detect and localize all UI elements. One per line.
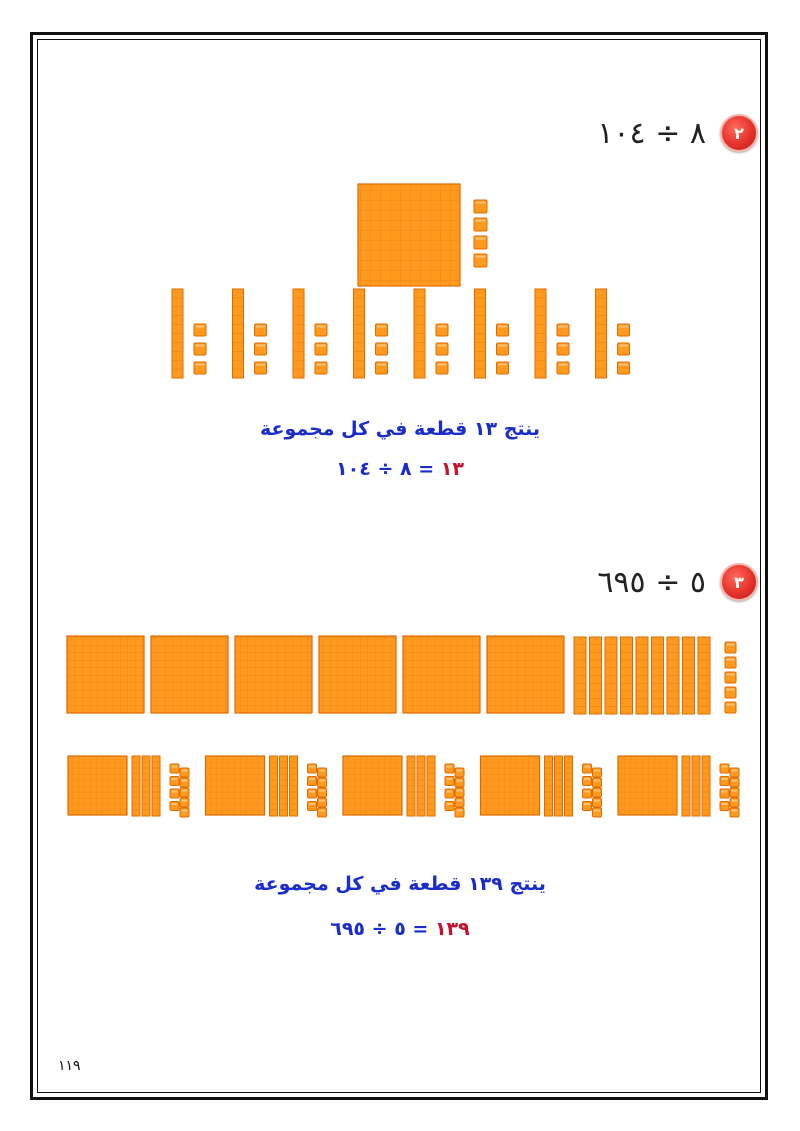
one-cube [557,362,569,374]
one-cube [308,789,317,798]
one-cube-highlight [319,780,325,782]
one-cube [583,764,592,773]
one-cube [194,362,206,374]
one-cube-highlight [182,800,188,802]
one-cube-body [170,789,179,798]
one-cube-highlight [447,803,453,805]
one-cube-highlight [256,345,265,347]
ten-rod [142,756,150,816]
one-cube-body [593,798,602,807]
problem-2-equation-rest: = ٨ ÷ ١٠٤ [336,458,441,480]
one-cube-body [180,768,189,777]
one-cube-highlight [732,770,738,772]
one-cube-body [583,802,592,811]
ten-rod [270,756,278,816]
ten-rod [293,289,304,378]
one-cube [557,324,569,336]
hundred-flat-grid [151,636,228,713]
one-cube-body [730,778,739,787]
one-cube [725,657,736,668]
one-cube [497,362,509,374]
one-cube-highlight [317,326,326,328]
ten-rod [590,637,602,714]
one-cube-highlight [319,800,325,802]
one-cube-body [445,802,454,811]
one-cube-highlight [732,790,738,792]
hundred-flat-grid [343,756,402,815]
one-cube-body [583,764,592,773]
one-cube-highlight [172,778,178,780]
one-cube-highlight [319,790,325,792]
one-cube-highlight [727,659,735,661]
one-cube-body [455,808,464,817]
one-cube-highlight [594,790,600,792]
one-cube-body [720,802,729,811]
one-cube-highlight [727,674,735,676]
one-cube [308,777,317,786]
problem-3-number-badge: ٣ [720,563,758,601]
one-cube-body [593,808,602,817]
one-cube [170,764,179,773]
one-cube-highlight [182,770,188,772]
one-cube-highlight [498,364,507,366]
one-cube-body [455,778,464,787]
one-cube-body [455,768,464,777]
one-cube [725,672,736,683]
one-cube [376,343,388,355]
one-cube-highlight [309,803,315,805]
ten-rod [698,637,710,714]
ten-rod [545,756,553,816]
ten-rod [354,289,365,378]
one-cube [455,808,464,817]
ten-rod [574,637,586,714]
one-cube [583,789,592,798]
one-cube [455,778,464,787]
one-cube-highlight [559,364,568,366]
ten-rod [280,756,288,816]
one-cube-body [318,808,327,817]
one-cube-highlight [438,326,447,328]
hundred-flat-grid [487,636,564,713]
one-cube-highlight [498,326,507,328]
page-number: ١١٩ [58,1058,81,1074]
one-cube [720,777,729,786]
one-cube-highlight [447,791,453,793]
one-cube-highlight [727,704,735,706]
one-cube-highlight [172,766,178,768]
problem-3-expression: ٥ ÷ ٦٩٥ [597,564,706,600]
one-cube [720,802,729,811]
one-cube [455,768,464,777]
one-cube-body [318,778,327,787]
ten-rod [667,637,679,714]
ten-rod [636,637,648,714]
one-cube [593,778,602,787]
one-cube-highlight [447,766,453,768]
ten-rod [290,756,298,816]
hundred-flat [206,756,265,815]
one-cube-highlight [319,770,325,772]
one-cube-body [180,798,189,807]
one-cube-highlight [732,810,738,812]
one-cube [255,362,267,374]
one-cube [497,324,509,336]
one-cube-highlight [438,364,447,366]
one-cube [455,788,464,797]
problem-2-number-badge: ٢ [720,114,758,152]
one-cube-highlight [619,364,628,366]
one-cube-highlight [447,778,453,780]
ten-rod [535,289,546,378]
one-cube [593,788,602,797]
hundred-flat [68,756,127,815]
one-cube [557,343,569,355]
one-cube [376,324,388,336]
one-cube-body [180,788,189,797]
one-cube-body [318,768,327,777]
one-cube-highlight [172,803,178,805]
hundred-flat [67,636,144,713]
one-cube-highlight [438,345,447,347]
one-cube-body [308,802,317,811]
ten-rod [605,637,617,714]
one-cube-highlight [457,810,463,812]
one-cube-highlight [498,345,507,347]
hundred-flat [319,636,396,713]
one-cube [455,798,464,807]
one-cube-body [583,777,592,786]
hundred-flat-grid [403,636,480,713]
hundred-flat-grid [319,636,396,713]
ten-rod [233,289,244,378]
one-cube [436,343,448,355]
one-cube [170,789,179,798]
one-cube-body [455,788,464,797]
problem-3-blocks [67,636,739,817]
ten-rod [407,756,415,816]
one-cube [180,788,189,797]
one-cube [445,789,454,798]
one-cube-highlight [309,778,315,780]
hundred-flat-grid [358,184,460,286]
problem-2-result-text: ينتج ١٣ قطعة في كل مجموعة [259,418,541,440]
one-cube-body [730,798,739,807]
one-cube-highlight [584,791,590,793]
one-cube-highlight [457,800,463,802]
one-cube [315,343,327,355]
one-cube [474,236,487,249]
one-cube-highlight [559,326,568,328]
one-cube-highlight [256,364,265,366]
one-cube [318,798,327,807]
one-cube [308,764,317,773]
one-cube [730,788,739,797]
one-cube-body [445,764,454,773]
ten-rod [414,289,425,378]
problem-3-equation-rest: = ٥ ÷ ٦٩٥ [330,918,435,940]
one-cube [315,324,327,336]
one-cube-highlight [727,644,735,646]
one-cube-highlight [722,766,728,768]
ten-rod [682,756,690,816]
one-cube-highlight [377,345,386,347]
hundred-flat [481,756,540,815]
one-cube-highlight [584,778,590,780]
hundred-flat-grid [481,756,540,815]
one-cube-highlight [476,202,486,204]
one-cube-highlight [457,790,463,792]
one-cube [170,777,179,786]
one-cube [618,362,630,374]
one-cube-highlight [377,326,386,328]
one-cube [180,768,189,777]
problem-2-equation [0,458,800,480]
one-cube-body [455,798,464,807]
one-cube [593,768,602,777]
one-cube-highlight [594,770,600,772]
ten-rod [565,756,573,816]
one-cube-highlight [727,689,735,691]
one-cube [720,764,729,773]
one-cube-body [720,777,729,786]
problem-2-expression: ٨ ÷ ١٠٤ [597,115,706,151]
hundred-flat [235,636,312,713]
one-cube [497,343,509,355]
one-cube-highlight [317,364,326,366]
one-cube-highlight [377,364,386,366]
one-cube-body [593,778,602,787]
one-cube [318,768,327,777]
one-cube [725,642,736,653]
one-cube [618,343,630,355]
one-cube-body [308,777,317,786]
one-cube-body [593,768,602,777]
one-cube [618,324,630,336]
one-cube [315,362,327,374]
one-cube-body [180,808,189,817]
one-cube-highlight [196,345,205,347]
one-cube [436,324,448,336]
one-cube [255,324,267,336]
one-cube [474,254,487,267]
ten-rod [152,756,160,816]
hundred-flat [618,756,677,815]
one-cube [474,200,487,213]
one-cube-highlight [584,803,590,805]
hundred-flat-grid [206,756,265,815]
one-cube [583,802,592,811]
one-cube-highlight [722,791,728,793]
one-cube-body [445,777,454,786]
one-cube-body [170,802,179,811]
one-cube [194,343,206,355]
one-cube [255,343,267,355]
one-cube-highlight [182,790,188,792]
one-cube [180,798,189,807]
one-cube-highlight [619,345,628,347]
one-cube [593,798,602,807]
one-cube-highlight [619,326,628,328]
one-cube-highlight [722,803,728,805]
one-cube-body [720,789,729,798]
one-cube [583,777,592,786]
one-cube-highlight [584,766,590,768]
hundred-flat-grid [68,756,127,815]
one-cube [725,687,736,698]
one-cube-highlight [172,791,178,793]
one-cube-highlight [476,256,486,258]
one-cube-highlight [317,345,326,347]
one-cube-body [730,808,739,817]
one-cube-highlight [594,800,600,802]
one-cube-highlight [309,766,315,768]
one-cube-body [318,798,327,807]
one-cube-highlight [457,780,463,782]
hundred-flat-grid [235,636,312,713]
ten-rod [621,637,633,714]
one-cube [436,362,448,374]
one-cube [730,778,739,787]
hundred-flat-grid [67,636,144,713]
ten-rod [683,637,695,714]
one-cube-body [445,789,454,798]
one-cube [180,808,189,817]
ten-rod [475,289,486,378]
one-cube-highlight [732,780,738,782]
one-cube [730,798,739,807]
one-cube [474,218,487,231]
one-cube [730,768,739,777]
one-cube-highlight [476,220,486,222]
one-cube-highlight [319,810,325,812]
one-cube-body [170,764,179,773]
one-cube-highlight [182,810,188,812]
one-cube [376,362,388,374]
one-cube [593,808,602,817]
one-cube [318,808,327,817]
ten-rod [417,756,425,816]
one-cube-highlight [182,780,188,782]
one-cube-highlight [196,326,205,328]
one-cube [194,324,206,336]
one-cube [318,788,327,797]
one-cube-highlight [722,778,728,780]
hundred-flat [151,636,228,713]
problem-3-equation-answer: ١٣٩ [434,918,470,940]
one-cube [720,789,729,798]
one-cube [445,802,454,811]
one-cube-body [308,764,317,773]
hundred-flat [487,636,564,713]
one-cube-highlight [594,780,600,782]
hundred-flat-grid [618,756,677,815]
one-cube [725,702,736,713]
one-cube-body [170,777,179,786]
hundred-flat [358,184,460,286]
one-cube-highlight [732,800,738,802]
one-cube-body [593,788,602,797]
one-cube [445,764,454,773]
ten-rod [692,756,700,816]
hundred-flat [403,636,480,713]
one-cube-body [180,778,189,787]
one-cube [318,778,327,787]
problem-3-result-text: ينتج ١٣٩ قطعة في كل مجموعة [254,873,546,895]
one-cube-highlight [309,791,315,793]
one-cube-highlight [594,810,600,812]
ten-rod [596,289,607,378]
ten-rod [172,289,183,378]
one-cube-body [720,764,729,773]
one-cube-highlight [256,326,265,328]
ten-rod [652,637,664,714]
one-cube-highlight [457,770,463,772]
one-cube-highlight [559,345,568,347]
ten-rod [555,756,563,816]
one-cube-body [308,789,317,798]
one-cube-highlight [196,364,205,366]
one-cube-body [730,768,739,777]
hundred-flat [343,756,402,815]
one-cube [180,778,189,787]
one-cube [308,802,317,811]
one-cube-highlight [476,238,486,240]
ten-rod [702,756,710,816]
one-cube [730,808,739,817]
problem-3-equation [0,918,800,940]
one-cube [170,802,179,811]
one-cube-body [730,788,739,797]
one-cube-body [318,788,327,797]
one-cube-body [583,789,592,798]
ten-rod [132,756,140,816]
one-cube [445,777,454,786]
ten-rod [427,756,435,816]
problem-2-blocks [172,184,630,378]
problem-2-equation-answer: ١٣ [440,458,464,480]
